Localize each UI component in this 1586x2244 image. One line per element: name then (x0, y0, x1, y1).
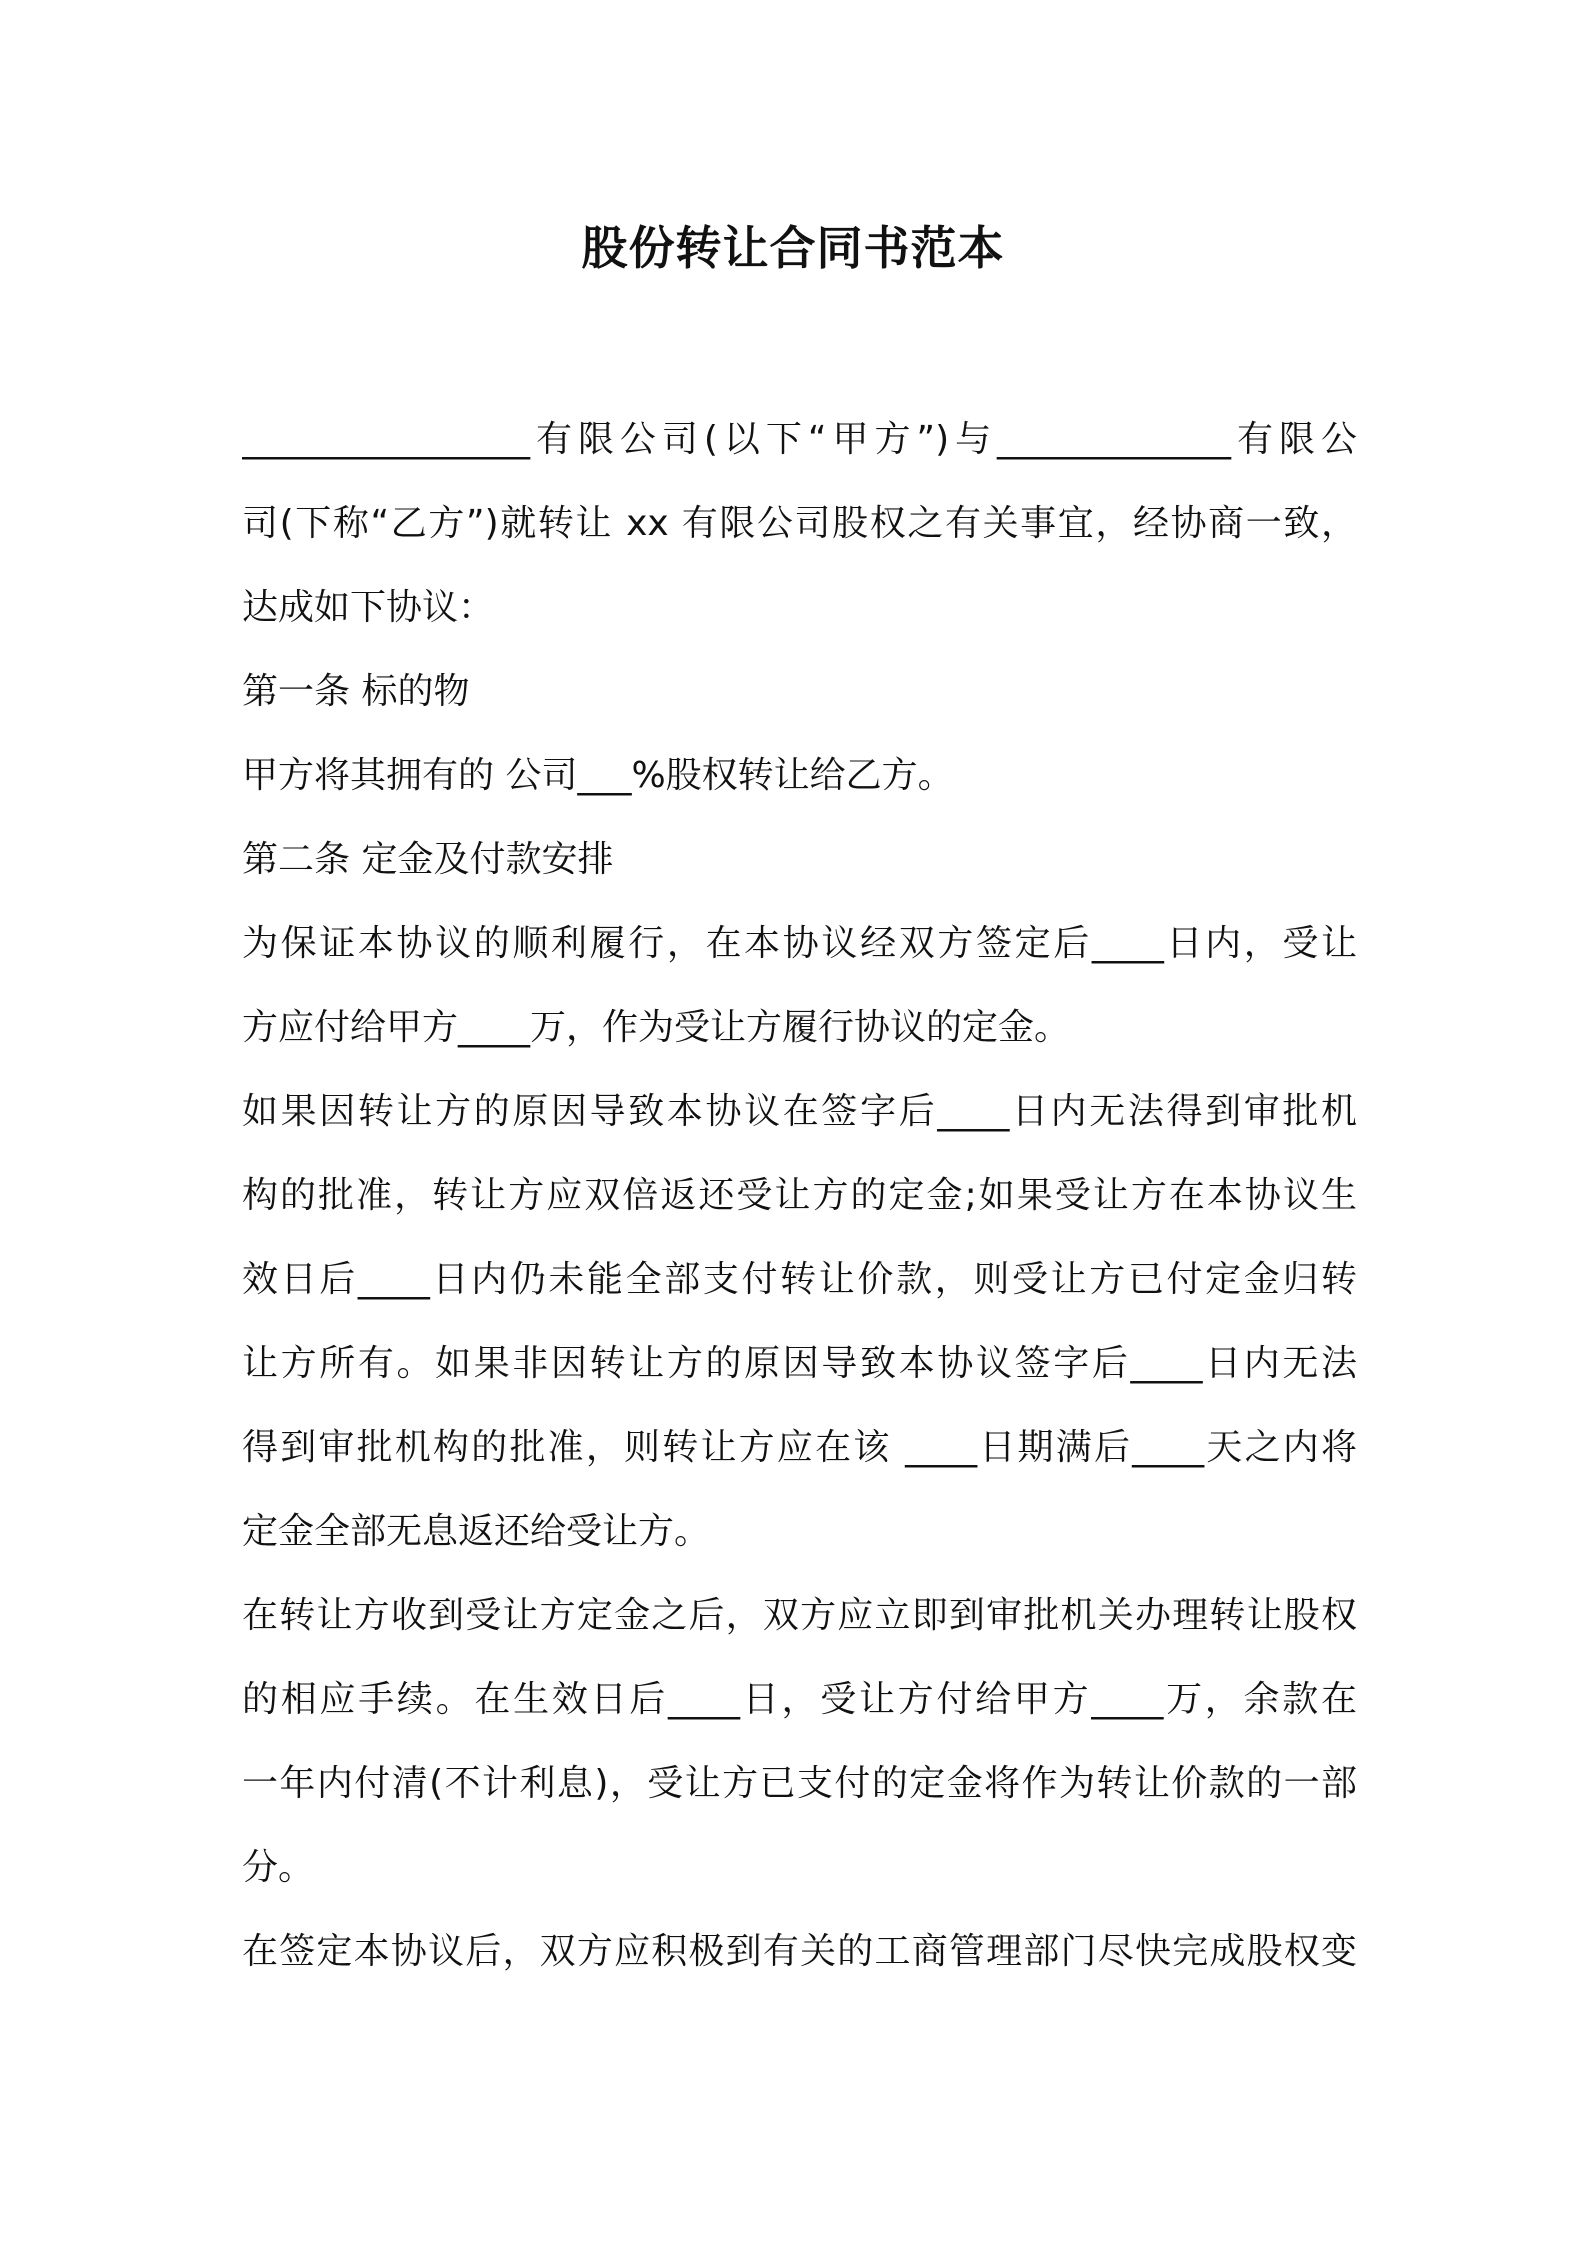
paragraph-line-11: 效日后____日内仍未能全部支付转让价款，则受让方已付定金归转 (242, 1259, 1357, 1300)
paragraph-line-2: 司(下称“乙方”)就转让 xx 有限公司股权之有关事宜，经协商一致， (242, 503, 1357, 544)
paragraph-line-18: 分。 (242, 1847, 315, 1888)
section-heading-1: 第一条 标的物 (242, 671, 470, 712)
document-title: 股份转让合同书范本 (581, 221, 1005, 275)
paragraph-line-13: 得到审批机构的批准，则转让方应在该 ____日期满后____天之内将 (242, 1427, 1357, 1468)
paragraph-line-19: 在签定本协议后，双方应积极到有关的工商管理部门尽快完成股权变 (242, 1931, 1357, 1972)
paragraph-line-15: 在转让方收到受让方定金之后，双方应立即到审批机关办理转让股权 (242, 1595, 1357, 1636)
paragraph-line-9: 如果因转让方的原因导致本协议在签字后____日内无法得到审批机 (242, 1091, 1357, 1132)
paragraph-line-10: 构的批准，转让方应双倍返还受让方的定金;如果受让方在本协议生 (242, 1175, 1357, 1216)
paragraph-line-14: 定金全部无息返还给受让方。 (242, 1511, 711, 1552)
paragraph-line-8: 方应付给甲方____万，作为受让方履行协议的定金。 (242, 1007, 1071, 1048)
paragraph-line-7: 为保证本协议的顺利履行，在本协议经双方签定后____日内，受让 (242, 923, 1357, 964)
paragraph-line-16: 的相应手续。在生效日后____日，受让方付给甲方____万，余款在 (242, 1679, 1357, 1720)
paragraph-line-3: 达成如下协议： (242, 587, 495, 628)
paragraph-line-5: 甲方将其拥有的 公司___%股权转让给乙方。 (242, 755, 954, 796)
paragraph-line-12: 让方所有。如果非因转让方的原因导致本协议签字后____日内无法 (242, 1343, 1357, 1384)
section-heading-2: 第二条 定金及付款安排 (242, 839, 614, 880)
paragraph-line-17: 一年内付清(不计利息)，受让方已支付的定金将作为转让价款的一部 (242, 1763, 1357, 1804)
paragraph-line-1: ________________有限公司(以下“甲方”)与_____________有限公 (242, 419, 1357, 460)
